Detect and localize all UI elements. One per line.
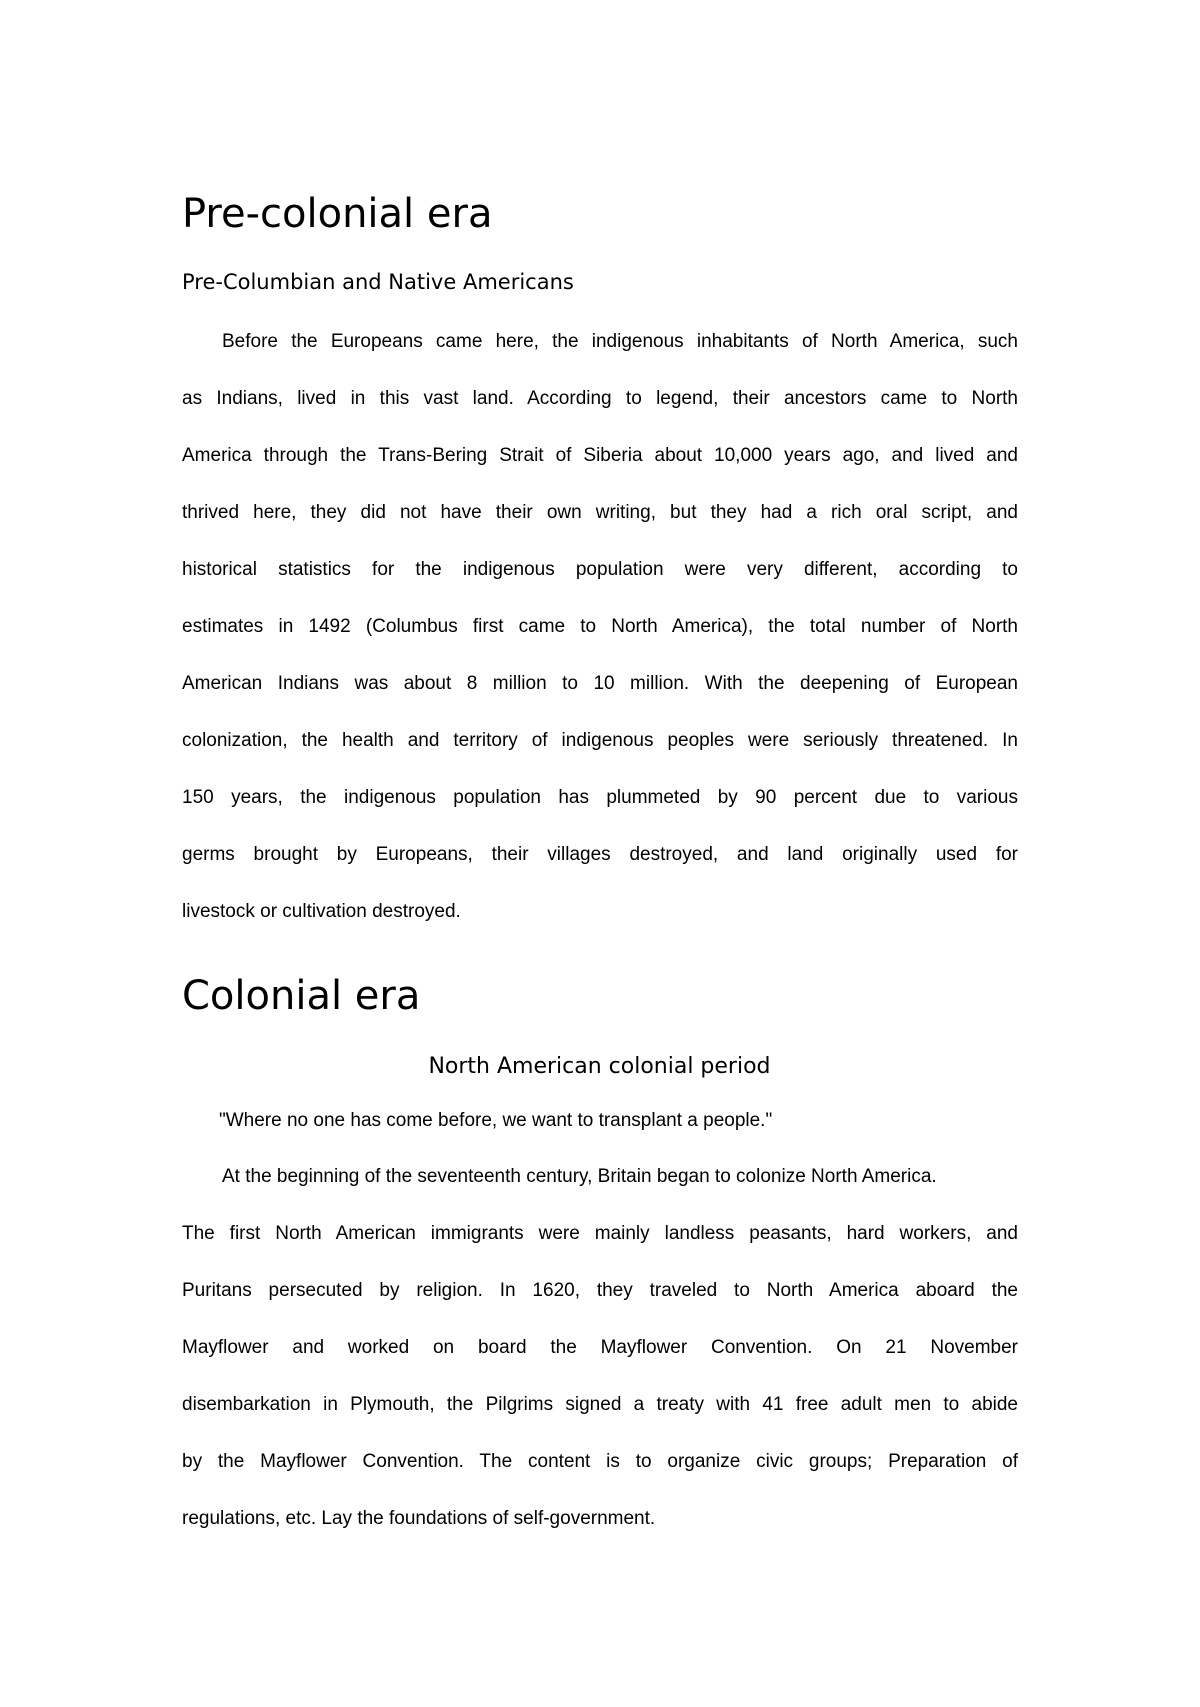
- quote-text: "Where no one has come before, we want to transplant a people.": [219, 1110, 773, 1131]
- paragraph-line: germs brought by Europeans, their villages destroyed, and land originally used for: [182, 844, 1018, 865]
- paragraph-line: Mayflower and worked on board the Mayflower Convention. On 21 November: [182, 1337, 1018, 1358]
- paragraph-line: thrived here, they did not have their own writing, but they had a rich oral script, and: [182, 502, 1018, 523]
- paragraph-line: livestock or cultivation destroyed.: [182, 901, 461, 922]
- paragraph-line: The first North American immigrants were mainly landless peasants, hard workers, and: [182, 1223, 1018, 1244]
- paragraph-line: regulations, etc. Lay the foundations of self-government.: [182, 1508, 656, 1529]
- paragraph-line: America through the Trans-Bering Strait of Siberia about 10,000 years ago, and lived and: [182, 445, 1018, 466]
- section-subheading-pre-columbian: Pre-Columbian and Native Americans: [182, 270, 574, 294]
- section-heading-pre-colonial: Pre-colonial era: [182, 191, 493, 237]
- paragraph-line: as Indians, lived in this vast land. According to legend, their ancestors came to North: [182, 388, 1018, 409]
- paragraph-line: historical statistics for the indigenous population were very different, according to: [182, 559, 1018, 580]
- section-subheading-north-american-colonial: North American colonial period: [428, 1054, 771, 1079]
- paragraph-line: At the beginning of the seventeenth century, Britain began to colonize North America.: [222, 1166, 937, 1187]
- paragraph-line: Puritans persecuted by religion. In 1620, they traveled to North America aboard the: [182, 1280, 1018, 1301]
- paragraph-line: by the Mayflower Convention. The content is to organize civic groups; Preparation of: [182, 1451, 1018, 1472]
- paragraph-line: Before the Europeans came here, the indigenous inhabitants of North America, such: [222, 331, 1018, 352]
- paragraph-line: 150 years, the indigenous population has plummeted by 90 percent due to various: [182, 787, 1018, 808]
- paragraph-line: disembarkation in Plymouth, the Pilgrims signed a treaty with 41 free adult men to abide: [182, 1394, 1018, 1415]
- paragraph-line: colonization, the health and territory of indigenous peoples were seriously threatened. In: [182, 730, 1018, 751]
- section-heading-colonial: Colonial era: [182, 973, 421, 1019]
- paragraph-line: American Indians was about 8 million to 10 million. With the deepening of European: [182, 673, 1018, 694]
- paragraph-line: estimates in 1492 (Columbus first came to North America), the total number of North: [182, 616, 1018, 637]
